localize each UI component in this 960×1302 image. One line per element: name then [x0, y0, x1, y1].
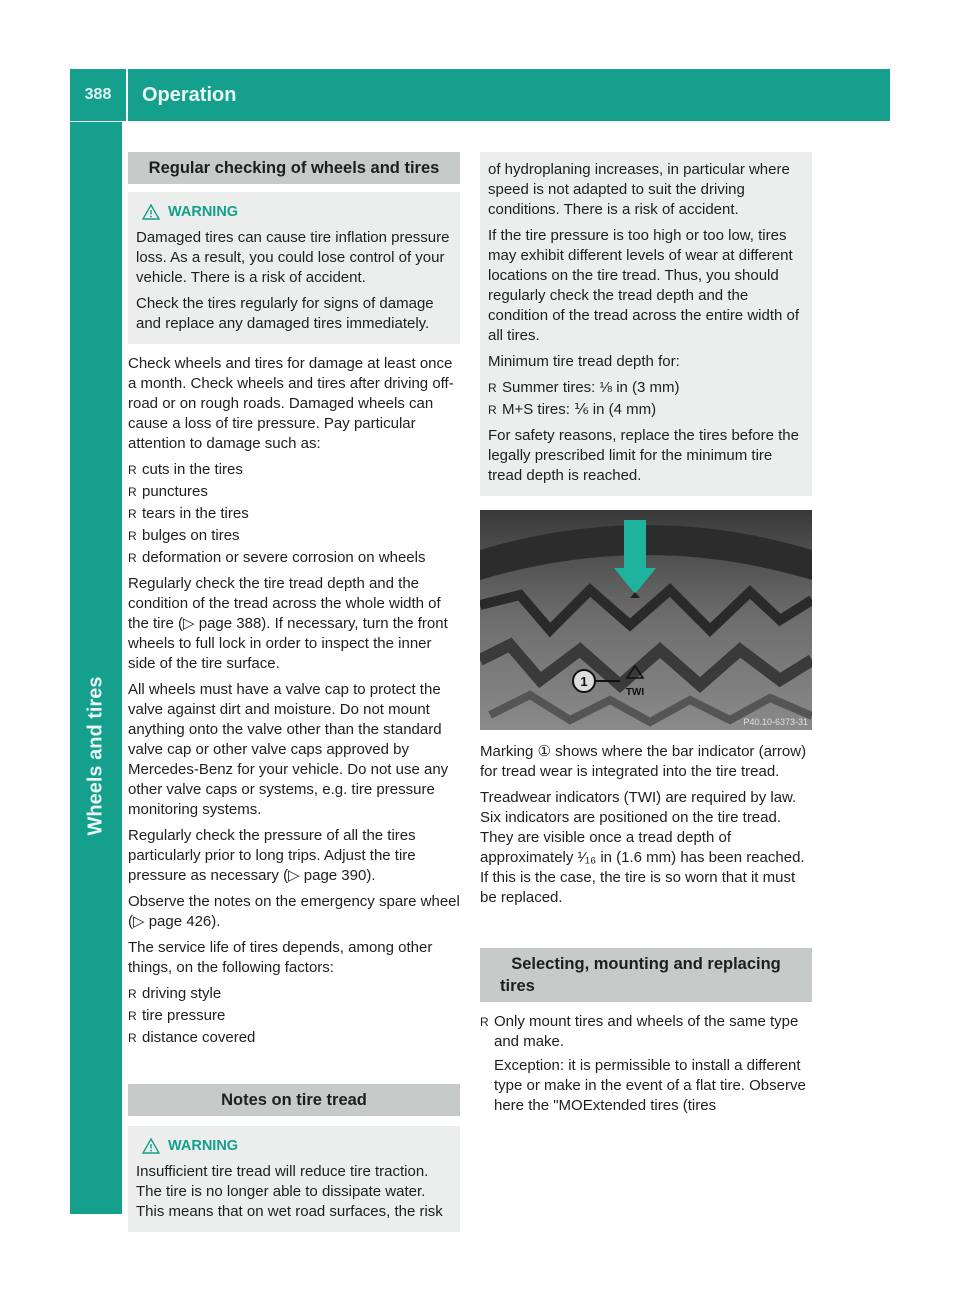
bullet-list	[488, 378, 804, 420]
bullet-mark-icon: R	[128, 529, 137, 543]
paragraph: Treadwear indicators (TWI) are required by law. Six indicators are positioned on the tire tread. They are visible once a tread depth of approximately ¹⁄₁₆ in (1.6 mm) has been reached. If this is the case, the tire is so worn that it must be replaced.	[480, 789, 805, 906]
list-item: R Summer tires: ⅛ in (3 mm)	[488, 379, 680, 396]
twi-marker-label: TWI	[625, 687, 645, 698]
section-heading-selecting-tires: Selecting, mounting and replacing tires	[480, 948, 812, 1002]
paragraph: Regularly check the tire tread depth and the condition of the tread across the whole width of the tire (▷ page 388). If necessary, turn the front wheels to full lock in order to inspect the inner side of the tire surface.	[128, 575, 448, 672]
warning-text: Check the tires regularly for signs of damage and replace any damaged tires immediately.	[136, 295, 434, 332]
bullet-mark-icon: R	[128, 987, 137, 1001]
bullet-mark-icon: R	[128, 1031, 137, 1045]
side-chapter-tab	[70, 122, 122, 1214]
warning-triangle-icon	[142, 1138, 160, 1154]
section-heading-regular-checking: Regular checking of wheels and tires	[128, 152, 460, 184]
figure-code: P40.10-6373-31	[743, 717, 808, 727]
list-item: R deformation or severe corrosion on wheels	[128, 549, 426, 566]
list-item: R tire pressure	[128, 1007, 226, 1024]
list-item: R Only mount tires and wheels of the same type and make.	[480, 1013, 799, 1050]
paragraph: Exception: it is permissible to install a different type or make in the event of a flat tire. Observe here the "MOExtended tires (tires	[494, 1057, 806, 1114]
warning-continued-box	[480, 152, 812, 496]
warning-text: If the tire pressure is too high or too low, tires may exhibit different levels of wear at different locations on the tire tread. Thus, you should regularly check the tread depth and the condition of the tread across the entire width of all tires.	[488, 227, 800, 344]
warning-text: Damaged tires can cause tire inflation pressure loss. As a result, you could lose control of your vehicle. There is a risk of accident.	[136, 229, 450, 286]
warning-text: Insufficient tire tread will reduce tire traction. The tire is no longer able to dissipate water. This means that on wet road surfaces, the risk	[136, 1163, 443, 1220]
bullet-mark-icon: R	[128, 1009, 137, 1023]
warning-text: of hydroplaning increases, in particular where speed is not adapted to suit the driving conditions. There is a risk of accident.	[488, 161, 790, 218]
bullet-mark-icon: R	[488, 403, 497, 417]
callout-number: 1	[580, 674, 588, 689]
bullet-mark-icon: R	[128, 463, 137, 477]
right-column	[480, 152, 812, 1122]
header-divider	[126, 69, 128, 121]
warning-text: For safety reasons, replace the tires before the legally prescribed limit for the minimum tire tread depth is reached.	[488, 427, 799, 484]
section-heading-tire-tread: Notes on tire tread	[128, 1084, 460, 1116]
bullet-list	[128, 984, 460, 1048]
page-header	[70, 69, 890, 121]
bullet-list	[128, 460, 460, 568]
bullet-mark-icon: R	[128, 485, 137, 499]
page-number: 388	[84, 86, 112, 103]
list-item: R driving style	[128, 985, 222, 1002]
list-item: R cuts in the tires	[128, 461, 243, 478]
warning-box	[128, 192, 460, 344]
warning-title: WARNING	[142, 202, 452, 222]
bullet-mark-icon: R	[128, 551, 137, 565]
left-column	[128, 152, 460, 1242]
list-item: R punctures	[128, 483, 208, 500]
paragraph: Marking ① shows where the bar indicator (arrow) for tread wear is integrated into the tire tread.	[480, 743, 807, 780]
warning-title: WARNING	[142, 1136, 452, 1156]
bullet-mark-icon: R	[488, 381, 497, 395]
tire-tread-figure	[480, 510, 812, 730]
tire-tread-illustration	[480, 510, 812, 730]
list-item: R M+S tires: ⅙ in (4 mm)	[488, 401, 657, 418]
bullet-mark-icon: R	[128, 507, 137, 521]
warning-triangle-icon	[142, 204, 160, 220]
paragraph: Regularly check the pressure of all the tires particularly prior to long trips. Adjust the tire pressure as necessary (▷ page 390).	[128, 827, 416, 884]
paragraph: All wheels must have a valve cap to protect the valve against dirt and moisture. Do not mount anything onto the valve other than the standard valve cap or other valve caps approved by Mercedes-Benz for your vehicle. Do not use any other valve caps or systems, e.g. tire pressure monitoring systems.	[128, 681, 449, 818]
warning-box	[128, 1126, 460, 1232]
paragraph: Observe the notes on the emergency spare wheel (▷ page 426).	[128, 893, 460, 930]
list-item: R bulges on tires	[128, 527, 240, 544]
paragraph: The service life of tires depends, among other things, on the following factors:	[128, 939, 433, 976]
paragraph: Check wheels and tires for damage at least once a month. Check wheels and tires after driving off-road or on rough roads. Damaged wheels can cause a loss of tire pressure. Pay particular attention to damage such as:	[128, 355, 454, 452]
warning-text: Minimum tire tread depth for:	[488, 353, 680, 370]
chapter-title: Operation	[142, 83, 237, 106]
list-item: R distance covered	[128, 1029, 256, 1046]
bullet-mark-icon: R	[480, 1015, 489, 1029]
side-tab-label: Wheels and tires	[84, 676, 107, 836]
list-item: R tears in the tires	[128, 505, 249, 522]
